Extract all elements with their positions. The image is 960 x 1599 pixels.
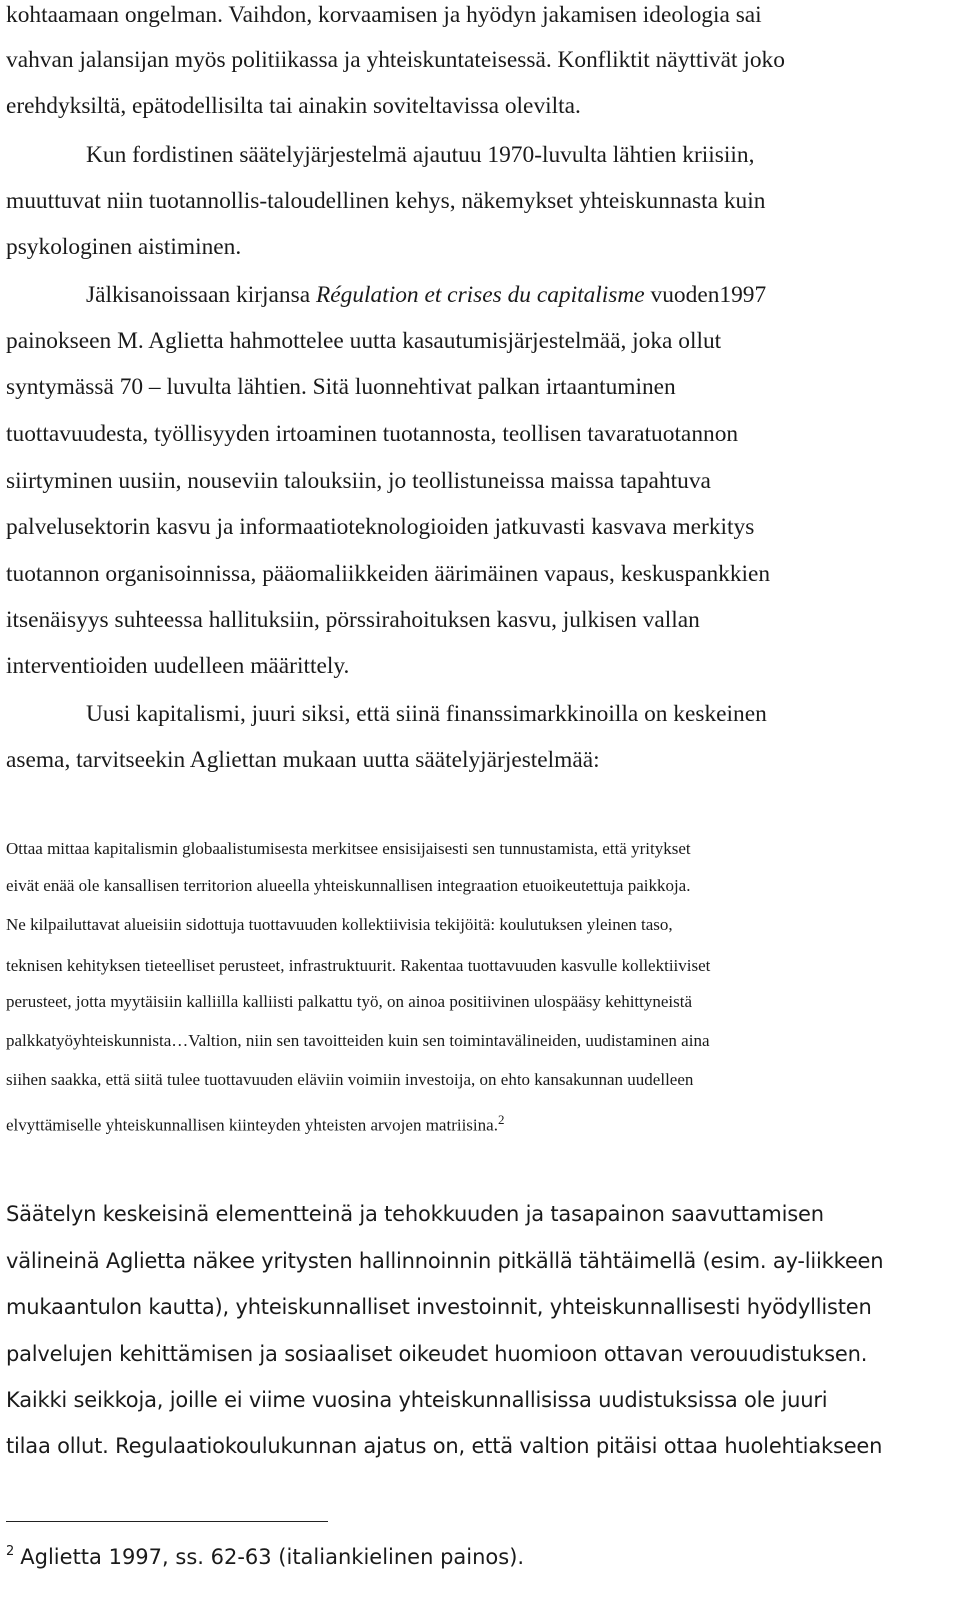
quote-line: eivät enää ole kansallisen territorion alueella yhteiskunnallisen integraation etuoikeutettuja paikkoja. (6, 876, 691, 895)
book-title: Régulation et crises du capitalisme (315, 282, 645, 308)
text-line: syntymässä 70 – luvulta lähtien. Sitä luonnehtivat palkan irtaantuminen (6, 374, 676, 400)
footnote-reference[interactable]: 2 (497, 1112, 505, 1127)
text-line: itsenäisyys suhteessa hallituksiin, pörssirahoituksen kasvu, julkisen vallan (6, 607, 700, 633)
text-line: siirtyminen uusiin, nouseviin talouksiin, jo teollistuneissa maissa tapahtuva (6, 468, 711, 494)
text-line: mukaantulon kautta), yhteiskunnalliset investoinnit, yhteiskunnallisesti hyödyllisten (6, 1295, 872, 1319)
text-line: Säätelyn keskeisinä elementteinä ja tehokkuuden ja tasapainon saavuttamisen (6, 1202, 824, 1226)
text-span: Jälkisanoissaan kirjansa (86, 282, 316, 308)
text-line: psykologinen aistiminen. (6, 234, 242, 260)
footnote-number: 2 (6, 1544, 15, 1559)
text-line: Kaikki seikkoja, joille ei viime vuosina yhteiskunnallisissa uudistuksissa ole juuri (6, 1388, 828, 1412)
text-line: painokseen M. Aglietta hahmottelee uutta kasautumisjärjestelmää, joka ollut (6, 328, 722, 354)
quote-line: Ne kilpailuttavat alueisiin sidottuja tuottavuuden kollektiivisia tekijöitä: koulutuksen yleinen taso, (6, 915, 673, 934)
quote-line: palkkatyöyhteiskunnista…Valtion, niin sen tavoitteiden kuin sen toimintavälineiden, uudistaminen aina (6, 1031, 710, 1050)
text-line: asema, tarvitseekin Agliettan mukaan uutta säätelyjärjestelmää: (6, 747, 600, 773)
text-line: interventioiden uudelleen määrittely. (6, 653, 350, 679)
text-line: Kun fordistinen säätelyjärjestelmä ajautuu 1970-luvulta lähtien kriisiin, (86, 142, 755, 168)
quote-line (6, 1109, 504, 1137)
text-line: tuottavuudesta, työllisyyden irtoaminen tuotannosta, teollisen tavaratuotannon (6, 421, 739, 447)
footnote (6, 1538, 524, 1571)
quote-line: perusteet, jotta myytäisiin kalliilla kalliisti palkattu työ, on ainoa positiivinen ulospääsy kehittyneistä (6, 992, 693, 1011)
text-line: välineinä Aglietta näkee yritysten hallinnoinnin pitkällä tähtäimellä (esim. ay-liikkeen (6, 1249, 884, 1273)
text-line: muuttuvat niin tuotannollis-taloudellinen kehys, näkemykset yhteiskunnasta kuin (6, 188, 766, 214)
quote-line: siihen saakka, että siitä tulee tuottavuuden eläviin voimiin investoija, on ehto kansakunnan uudelleen (6, 1070, 694, 1089)
text-line: vahvan jalansijan myös politiikassa ja yhteiskuntateisessä. Konfliktit näyttivät joko (6, 47, 785, 73)
text-line: erehdyksiltä, epätodellisilta tai ainakin soviteltavissa olevilta. (6, 93, 581, 119)
text-line: tuotannon organisoinnissa, pääomaliikkeiden äärimäinen vapaus, keskuspankkien (6, 561, 771, 587)
text-line: Uusi kapitalismi, juuri siksi, että siinä finanssimarkkinoilla on keskeinen (86, 701, 767, 727)
text-line (86, 280, 766, 310)
quote-line: Ottaa mittaa kapitalismin globaalistumisesta merkitsee ensisijaisesti sen tunnustamista, että yritykset (6, 839, 691, 858)
footnote-separator (6, 1521, 328, 1522)
text-line: palvelusektorin kasvu ja informaatioteknologioiden jatkuvasti kasvava merkitys (6, 514, 755, 540)
text-line: kohtaamaan ongelman. Vaihdon, korvaamisen ja hyödyn jakamisen ideologia sai (6, 2, 762, 28)
text-line: tilaa ollut. Regulaatiokoulukunnan ajatus on, että valtion pitäisi ottaa huolehtiakseen (6, 1434, 883, 1458)
text-span: vuoden1997 (644, 282, 767, 308)
text-span: elvyttämiselle yhteiskunnallisen kiinteyden yhteisten arvojen matriisina. (6, 1115, 498, 1135)
text-line: palvelujen kehittämisen ja sosiaaliset oikeudet huomioon ottavan verouudistuksen. (6, 1342, 868, 1366)
quote-line: teknisen kehityksen tieteelliset perusteet, infrastruktuurit. Rakentaa tuottavuuden kasvulle kollektiiviset (6, 956, 711, 975)
footnote-text: Aglietta 1997, ss. 62-63 (italiankielinen painos). (20, 1545, 525, 1569)
